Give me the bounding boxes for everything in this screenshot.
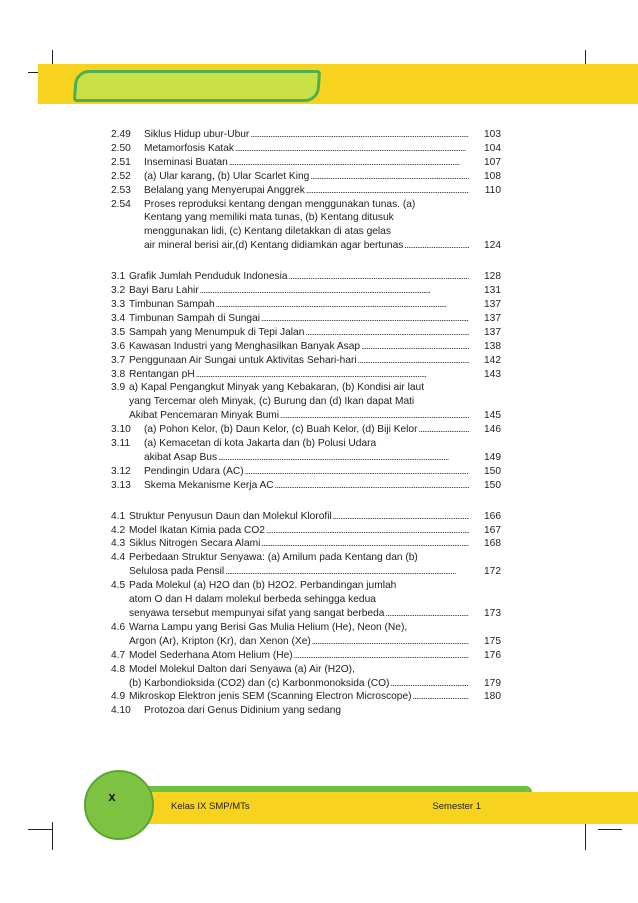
leader-dots (404, 239, 469, 253)
figure-entry (111, 381, 501, 423)
page-number: x (108, 788, 116, 804)
figure-number: 3.12 (111, 465, 131, 477)
leader-dots (361, 340, 469, 354)
leader-dots (289, 270, 469, 284)
leader-dots (390, 677, 469, 691)
figure-number: 3.13 (111, 479, 131, 491)
figure-entry (111, 621, 501, 649)
crop-mark (52, 822, 53, 850)
caption-line: akibat Asap Bus (144, 451, 218, 463)
figure-caption (129, 354, 501, 368)
figure-number: 3.9 (111, 382, 126, 394)
figure-number: 3.11 (111, 438, 131, 450)
caption-last-line (144, 239, 501, 253)
leader-dots (413, 690, 469, 704)
caption-last-line (129, 690, 501, 704)
leader-dots (306, 184, 469, 198)
figure-caption (129, 381, 501, 423)
leader-dots (385, 607, 469, 621)
page-ref: 124 (484, 240, 501, 252)
caption-last-line (129, 368, 501, 382)
crop-mark (598, 829, 622, 830)
page-ref: 145 (484, 410, 501, 422)
leader-dots (229, 156, 469, 170)
figure-caption (129, 298, 501, 312)
figure-caption (144, 142, 501, 156)
caption-line: Sampah yang Menumpuk di Tepi Jalan (129, 326, 305, 338)
caption-line: senyawa tersebut mempunyai sifat yang sangat berbeda (129, 608, 385, 619)
page-ref: 179 (484, 677, 501, 689)
figure-number: 4.4 (111, 552, 126, 564)
page-ref: 107 (484, 156, 501, 168)
leader-dots (261, 312, 469, 326)
leader-dots (250, 128, 469, 142)
page-ref: 146 (484, 424, 501, 436)
leader-dots (305, 326, 469, 340)
page-ref: 180 (484, 691, 501, 703)
figure-entry (111, 690, 501, 704)
figure-number: 4.1 (111, 510, 126, 522)
page-ref: 167 (484, 524, 501, 536)
figure-caption (129, 368, 501, 382)
caption-line: Proses reproduksi kentang dengan menggunakan tunas. (a) (144, 198, 416, 210)
caption-last-line (129, 409, 501, 423)
page-ref: 168 (484, 538, 501, 550)
figure-entry (111, 284, 501, 298)
figure-caption (129, 579, 501, 621)
page-ref: 142 (484, 354, 501, 366)
figure-number: 3.2 (111, 285, 126, 297)
page-ref: 137 (484, 298, 501, 310)
caption-line: Siklus Nitrogen Secara Alami (129, 538, 261, 550)
caption-line: Penggunaan Air Sungai untuk Aktivitas Sehari-hari (129, 354, 357, 366)
figure-caption (144, 128, 501, 142)
figure-caption (144, 479, 501, 493)
caption-line: Mikroskop Elektron jenis SEM (Scanning Electron Microscope) (129, 691, 412, 703)
figure-number: 4.7 (111, 649, 126, 661)
caption-last-line (129, 524, 501, 538)
figure-number: 3.1 (111, 271, 126, 283)
caption-line: Pendingin Udara (AC) (144, 465, 244, 477)
leader-dots (261, 537, 469, 551)
leader-dots (266, 524, 469, 538)
caption-last-line (129, 607, 501, 621)
caption-last-line (144, 170, 501, 184)
figure-entry (111, 312, 501, 326)
caption-line: (a) Kemacetan di kota Jakarta dan (b) Polusi Udara (144, 438, 377, 450)
caption-last-line (144, 128, 501, 142)
caption-line: Timbunan Sampah (129, 298, 215, 310)
leader-dots (225, 565, 469, 579)
figure-group (111, 510, 501, 719)
caption-line: Skema Mekanisme Kerja AC (144, 479, 274, 491)
caption-last-line (129, 326, 501, 340)
caption-last-line (129, 565, 501, 579)
figure-number: 3.6 (111, 340, 126, 352)
figure-number: 4.5 (111, 580, 126, 592)
semester-label: Semester 1 (432, 801, 481, 812)
figure-number: 4.6 (111, 621, 126, 633)
caption-last-line (129, 284, 501, 298)
caption-line: Model Sederhana Atom Helium (He) (129, 649, 293, 661)
figure-number: 3.5 (111, 326, 126, 338)
book-title: Kelas IX SMP/MTs (171, 801, 250, 812)
figure-entry (111, 423, 501, 437)
caption-line: Rentangan pH (129, 368, 195, 380)
leader-dots (310, 170, 469, 184)
caption-last-line (129, 312, 501, 326)
figure-number: 2.52 (111, 170, 131, 182)
figure-group (111, 270, 501, 493)
figure-caption (129, 284, 501, 298)
figure-entry (111, 170, 501, 184)
caption-line: Siklus Hidup ubur-Ubur (144, 129, 250, 140)
figure-number: 3.10 (111, 424, 131, 436)
caption-last-line (144, 142, 501, 156)
caption-last-line (129, 635, 501, 649)
leader-dots (419, 423, 470, 437)
caption-line: Pada Molekul (a) H2O dan (b) H2O2. Perbandingan jumlah (129, 580, 397, 592)
figure-caption (144, 198, 501, 254)
figure-entry (111, 437, 501, 465)
leader-dots (235, 142, 469, 156)
figure-number: 3.3 (111, 298, 126, 310)
caption-line: Model Molekul Dalton dari Senyawa (a) Air (H2O), (129, 663, 355, 675)
caption-last-line (129, 354, 501, 368)
page-ref: 173 (484, 608, 501, 619)
caption-line: Kentang yang memiliki mata tunas, (b) Kentang ditusuk (144, 212, 394, 224)
caption-last-line (129, 510, 501, 524)
caption-line: (a) Ular karang, (b) Ular Scarlet King (144, 170, 310, 182)
page-ref: 128 (484, 271, 501, 283)
caption-last-line (129, 649, 501, 663)
caption-line: (a) Pohon Kelor, (b) Daun Kelor, (c) Buah Kelor, (d) Biji Kelor (144, 424, 418, 436)
figure-entry (111, 368, 501, 382)
figure-entry (111, 537, 501, 551)
figure-caption (129, 510, 501, 524)
caption-line: Selulosa pada Pensil (129, 566, 225, 578)
caption-last-line (144, 465, 501, 479)
crop-mark (28, 829, 52, 830)
page-ref: 172 (484, 566, 501, 578)
leader-dots (216, 298, 469, 312)
page-ref: 137 (484, 312, 501, 324)
caption-line: Model Ikatan Kimia pada CO2 (129, 524, 265, 536)
figure-entry (111, 156, 501, 170)
caption-line: Akibat Pencemaran Minyak Bumi (129, 410, 280, 422)
page-ref: 108 (484, 170, 501, 182)
leader-dots (333, 510, 469, 524)
figure-entry (111, 524, 501, 538)
page-ref: 104 (484, 142, 501, 154)
figure-entry (111, 340, 501, 354)
figure-entry (111, 704, 501, 718)
caption-last-line (129, 270, 501, 284)
figure-entry (111, 270, 501, 284)
figure-caption (129, 649, 501, 663)
figure-entry (111, 649, 501, 663)
figure-caption (144, 437, 501, 465)
caption-last-line (129, 537, 501, 551)
header-tab (73, 70, 321, 102)
caption-last-line (144, 423, 501, 437)
page-ref: 137 (484, 326, 501, 338)
page-ref: 149 (484, 451, 501, 463)
page-ref: 131 (484, 285, 501, 297)
caption-line: air mineral berisi air,(d) Kentang didiamkan agar bertunas (144, 240, 404, 252)
caption-line: Belalang yang Menyerupai Anggrek (144, 184, 305, 196)
figure-number: 4.10 (111, 705, 131, 717)
figure-number: 4.9 (111, 691, 126, 703)
caption-last-line (144, 156, 501, 170)
caption-last-line (144, 451, 501, 465)
figure-entry (111, 663, 501, 691)
caption-last-line (144, 184, 501, 198)
page-ref: 143 (484, 368, 501, 380)
caption-line: Metamorfosis Katak (144, 142, 235, 154)
figure-caption (144, 170, 501, 184)
caption-last-line (144, 704, 501, 718)
figure-number: 2.50 (111, 142, 131, 154)
caption-last-line (129, 298, 501, 312)
figure-entry (111, 354, 501, 368)
figure-caption (144, 156, 501, 170)
figure-entry (111, 551, 501, 579)
figure-caption (144, 704, 501, 718)
leader-dots (196, 368, 469, 382)
figure-number: 3.8 (111, 368, 126, 380)
figure-entry (111, 465, 501, 479)
leader-dots (200, 284, 469, 298)
caption-last-line (129, 340, 501, 354)
figure-number: 3.7 (111, 354, 126, 366)
caption-line: Struktur Penyusun Daun dan Molekul Klorofil (129, 510, 332, 522)
leader-dots (280, 409, 469, 423)
figure-caption (129, 663, 501, 691)
figure-entry (111, 579, 501, 621)
page-ref: 150 (484, 465, 501, 477)
figure-entry (111, 510, 501, 524)
page-ref: 166 (484, 510, 501, 522)
figure-entry (111, 184, 501, 198)
figure-number: 3.4 (111, 312, 126, 324)
caption-line: Argon (Ar), Kripton (Kr), dan Xenon (Xe) (129, 635, 311, 647)
leader-dots (218, 451, 469, 465)
caption-line: Kawasan Industri yang Menghasilkan Banyak Asap (129, 340, 361, 352)
figure-caption (129, 312, 501, 326)
figure-list (111, 128, 501, 735)
figure-caption (144, 423, 501, 437)
figure-caption (144, 465, 501, 479)
figure-caption (129, 690, 501, 704)
figure-caption (129, 270, 501, 284)
caption-line: Perbedaan Struktur Senyawa: (a) Amilum pada Kentang dan (b) (129, 552, 418, 564)
leader-dots (245, 465, 469, 479)
figure-number: 2.49 (111, 129, 131, 140)
page-ref: 138 (484, 340, 501, 352)
page-ref: 176 (484, 649, 501, 661)
figure-caption (129, 537, 501, 551)
figure-entry (111, 142, 501, 156)
caption-line: Bayi Baru Lahir (129, 285, 199, 297)
caption-line: Warna Lampu yang Berisi Gas Mulia Helium (He), Neon (Ne), (129, 621, 408, 633)
figure-number: 4.3 (111, 538, 126, 550)
leader-dots (275, 479, 469, 493)
page-ref: 175 (484, 635, 501, 647)
figure-group (111, 128, 501, 253)
crop-mark (585, 822, 586, 850)
page-ref: 150 (484, 479, 501, 491)
leader-dots (294, 649, 469, 663)
figure-caption (129, 524, 501, 538)
figure-entry (111, 298, 501, 312)
page-ref: 103 (484, 129, 501, 140)
figure-caption (129, 551, 501, 579)
caption-line: menggunakan lidi, (c) Kentang diletakkan di atas gelas (144, 226, 391, 238)
caption-line: Grafik Jumlah Penduduk Indonesia (129, 271, 288, 283)
page-ref: 110 (484, 184, 501, 196)
caption-line: (b) Karbondioksida (CO2) dan (c) Karbonmonoksida (CO) (129, 677, 390, 689)
caption-line: a) Kapal Pengangkut Minyak yang Kebakaran, (b) Kondisi air laut (129, 382, 425, 394)
caption-line: atom O dan H dalam molekul berbeda sehingga kedua (129, 594, 376, 606)
figure-number: 4.2 (111, 524, 126, 536)
page-number-badge (84, 770, 154, 840)
caption-last-line (144, 479, 501, 493)
caption-line: Inseminasi Buatan (144, 156, 228, 168)
figure-number: 4.8 (111, 663, 126, 675)
caption-line: Protozoa dari Genus Didinium yang sedang (144, 705, 342, 717)
figure-number: 2.51 (111, 156, 131, 168)
figure-caption (144, 184, 501, 198)
leader-dots (312, 635, 469, 649)
figure-entry (111, 128, 501, 142)
figure-caption (129, 326, 501, 340)
figure-entry (111, 479, 501, 493)
figure-number: 2.53 (111, 184, 131, 196)
figure-caption (129, 340, 501, 354)
caption-line: Timbunan Sampah di Sungai (129, 312, 261, 324)
figure-number: 2.54 (111, 198, 131, 210)
caption-last-line (129, 677, 501, 691)
figure-entry (111, 326, 501, 340)
leader-dots (358, 354, 469, 368)
caption-line: yang Tercemar oleh Minyak, (c) Burung dan (d) Ikan dapat Mati (129, 396, 415, 408)
figure-entry (111, 198, 501, 254)
figure-caption (129, 621, 501, 649)
